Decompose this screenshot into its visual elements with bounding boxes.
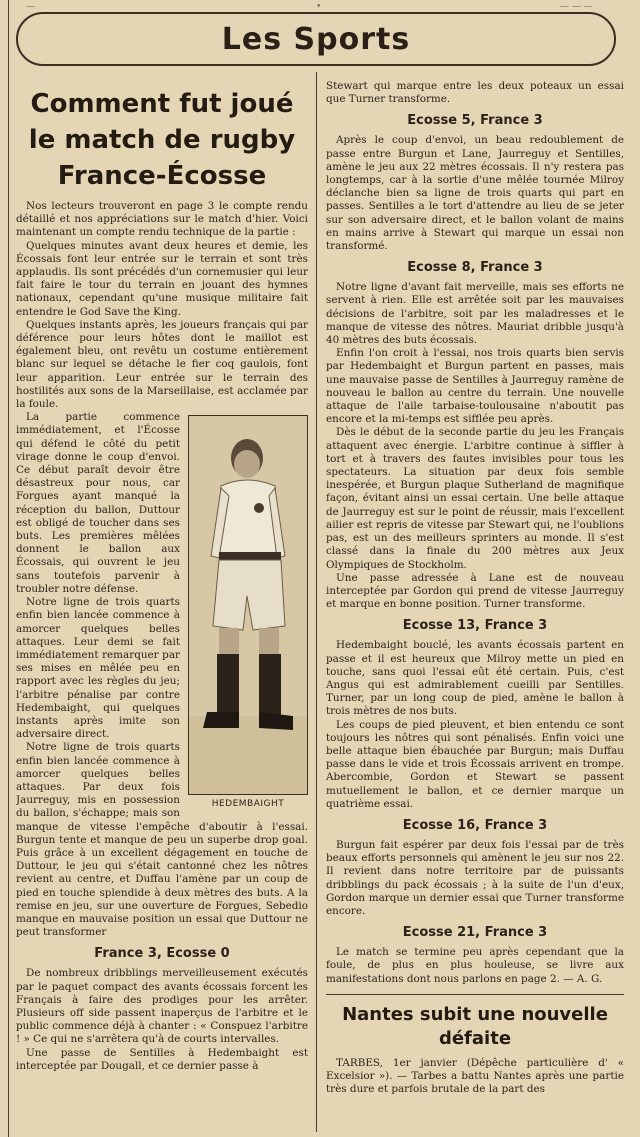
paragraph: Les coups de pied pleuvent, et bien entendu ce sont toujours les nôtres qui sont pénalisés. Enfin voici une belle attaque bien ébauchée par Burgun; mais Duffau passe dans le vide et trois Écossais arrivent en trompe. Abercombie, Gordon et Stewart se passent mutuellement le ballon, et ce dernier marque un quatrième essai. [326, 718, 624, 810]
rugby-player-illustration [189, 416, 308, 795]
article-divider [326, 994, 624, 995]
player-photo-block [188, 415, 308, 809]
paragraph: Nos lecteurs trouveront en page 3 le compte rendu détaillé et nos appréciations sur le match d'hier. Voici maintenant un compte rendu technique de la partie : [16, 200, 308, 239]
second-article-headline [326, 1003, 624, 1051]
score-subhead: Ecosse 8, France 3 [407, 260, 543, 276]
score-subhead: Ecosse 5, France 3 [407, 113, 543, 129]
section-banner [16, 12, 616, 66]
headline-line-2: le match de rugby [28, 125, 296, 155]
paragraph: Quelques instants après, les joueurs français qui par déférence pour leurs hôtes dont le maillot est également bleu, ont revêtu un costume entièrement blanc sur lequel se détache le fier coq gaulois, font leur apparition. Leur entrée sur le terrain des hostilités aux sons de la Marseillaise, est acclamée par la foule. [16, 318, 308, 411]
paragraph: Notre ligne de trois quarts enfin bien lancée commence à amorcer quelques belles attaques. Leur demi se fait immédiatement remarquer par ses mises en mêlée peu en rapport avec les règles du jeu; l'arbitre pénalise par contre Hedembaight, qui quelques instants après imite son adversaire direct. [16, 596, 180, 741]
player-photo [188, 415, 308, 795]
section-title: Les Sports [221, 21, 411, 57]
headline-line-3: France-Écosse [57, 161, 267, 191]
paragraph: Notre ligne d'avant fait merveille, mais ses efforts ne servent à rien. Elle est arrêtée soit par les mauvaises décisions de l'arbitre, soit par les maladresses et le manque de vitesse des nôtres. Mauriat dribble jusqu'à 40 mètres des buts écossais. [326, 281, 624, 347]
column-left [16, 80, 308, 1132]
headline-line-2: défaite [438, 1027, 512, 1049]
score-subhead: Ecosse 13, France 3 [402, 618, 548, 634]
column-rule [316, 72, 317, 1132]
folio-center: • [316, 2, 322, 12]
paragraph: Le match se termine peu après cependant que la foule, de plus en plus houleuse, se livre aux manifestations dont nous parlons en page 2. — A. G. [326, 946, 624, 985]
paragraph: Quelques minutes avant deux heures et demie, les Écossais font leur entrée sur le terrain et sont très applaudis. Ils sont précédés d'un cornemusier qui leur fait faire le tour du terrain en jouant des hymnes nationaux, cependant qu'une musique militaire fait entendre le God Save the King. [16, 239, 308, 318]
paragraph: La partie commence immédiatement, et l'Écosse qui défend le côté du petit virage donne le coup d'envoi. Ce début paraît devoir être désastreux pour nous, car Forgues ayant manqué la réception du ballon, Duttour est obligé de toucher dans ses buts. Les premières mêlées donnent le ballon aux Écossais, qui ouvrent le jeu sans toutefois parvenir à troubler notre défense. [16, 411, 180, 595]
dateline-paragraph: TARBES, 1er janvier (Dépêche particulière d' « Excelsior »). — Tarbes a battu Nantes après une partie très dure et parfois brutale de la part des [326, 1056, 624, 1096]
paragraph: Enfin l'on croit à l'essai, nos trois quarts bien servis par Hedembaight et Burgun partent en passes, mais une mauvaise passe de Sentilles à Jaurreguy ramène de nouveau le ballon au centre du terrain. Une nouvelle attaque de l'aile tarbaise-toulousaine n'aboutit pas encore et la mi-temps est sifflée peu après. [326, 347, 624, 426]
paragraph: Après le coup d'envoi, un beau redoublement de passe entre Burgun et Lane, Jaurreguy et Sentilles, amène le jeu aux 22 mètres écossais. Il n'y restera pas longtemps, car à la sortie d'une mêlée tournée Milroy déclanche bien sa ligne de trois quarts qui part en passes. Sentilles a le tort d'attendre au lieu de se jeter sur son adversaire direct, et le ballon volant de mains en mains arrive à Stewart qui marque un essai non transformé. [326, 134, 624, 253]
article-headline [16, 86, 308, 194]
paragraph: Une passe de Sentilles à Hedembaight est interceptée par Dougall, et ce dernier passe à [16, 1046, 308, 1072]
headline-line-1: Nantes subit une nouvelle [342, 1003, 608, 1025]
paragraph: Burgun fait espérer par deux fois l'essai par de très beaux efforts personnels qui amènent le jeu sur nos 22. Il revient dans notre territoire par de puissants dribblings du pack écossais ; à la suite de l'un d'eux, Gordon marque un dernier essai que Turner transforme encore. [326, 838, 624, 917]
paragraph: Dès le début de la seconde partie du jeu les Français attaquent avec énergie. L'arbitre continue à siffler à tort et à travers des fautes invisibles pour tous les spectateurs. La situation par deux fois semble inespérée, et Burgun plaque Sutherland de magnifique façon, évitant ainsi un essai certain. Une belle attaque de Jaurreguy est sur le point de réussir, mais l'excellent ailier est repris de vitesse par Stewart qui, ne l'oublions pas, est un des meilleurs sprinters au monde. Il s'est classé dans la finale du 200 mètres aux Jeux Olympiques de Stockholm. [326, 426, 624, 571]
photo-caption: HEDEMBAIGHT [211, 799, 285, 810]
paragraph: De nombreux dribblings merveilleusement exécutés par le paquet compact des avants écossais forcent les Français à faire des prodiges pour les arrêter. Plusieurs off side passent inaperçus de l'arbitre et le public commence déjà à chanter : « Conspuez l'arbitre ! » Ce qui ne s'arrêtera qu'à de courts intervalles. [16, 967, 308, 1046]
folio-right: — — — [560, 2, 593, 12]
folio-left: — [26, 2, 35, 12]
headline-line-1: Comment fut joué [30, 89, 294, 119]
score-subhead: Ecosse 16, France 3 [402, 817, 548, 833]
paragraph: Hedembaight bouclé, les avants écossais partent en passe et il est heureux que Milroy mette un pied en touche, sans quoi l'essai eût été certain. Puis, c'est Angus qui est admirablement cueilli par Sentilles. Turner, par un long coup de pied, amène le ballon à trois mètres de nos buts. [326, 639, 624, 718]
score-subhead: Ecosse 21, France 3 [402, 925, 548, 941]
column-right [326, 80, 624, 1132]
paragraph: Une passe adressée à Lane est de nouveau interceptée par Gordon qui prend de vitesse Jaurreguy et marque en bonne position. Turner transforme. [326, 571, 624, 611]
left-margin-rule [8, 0, 9, 1137]
paragraph: Notre ligne de trois quarts enfin bien lancée commence à amorcer quelques belles attaques. Par deux fois Jaurreguy, mis en possession du ballon, s'échappe; mais son manque de vitesse l'empêche d'aboutir à l'essai. Burgun tente et manque de peu un superbe drop goal. Puis grâce à un excellent dégagement en touche de Duttour, le jeu qui s'était cantonné chez les nôtres revient au centre, et Duffau l'amène par un coup de pied en touche splendide à deux mètres des buts. A la remise en jeu, sur une ouverture de Forgues, Sebedio manque en mauvaise position un essai que Duttour ne peut transformer [16, 741, 308, 939]
paragraph: Stewart qui marque entre les deux poteaux un essai que Turner transforme. [326, 80, 624, 106]
score-subhead: France 3, Ecosse 0 [94, 946, 230, 962]
